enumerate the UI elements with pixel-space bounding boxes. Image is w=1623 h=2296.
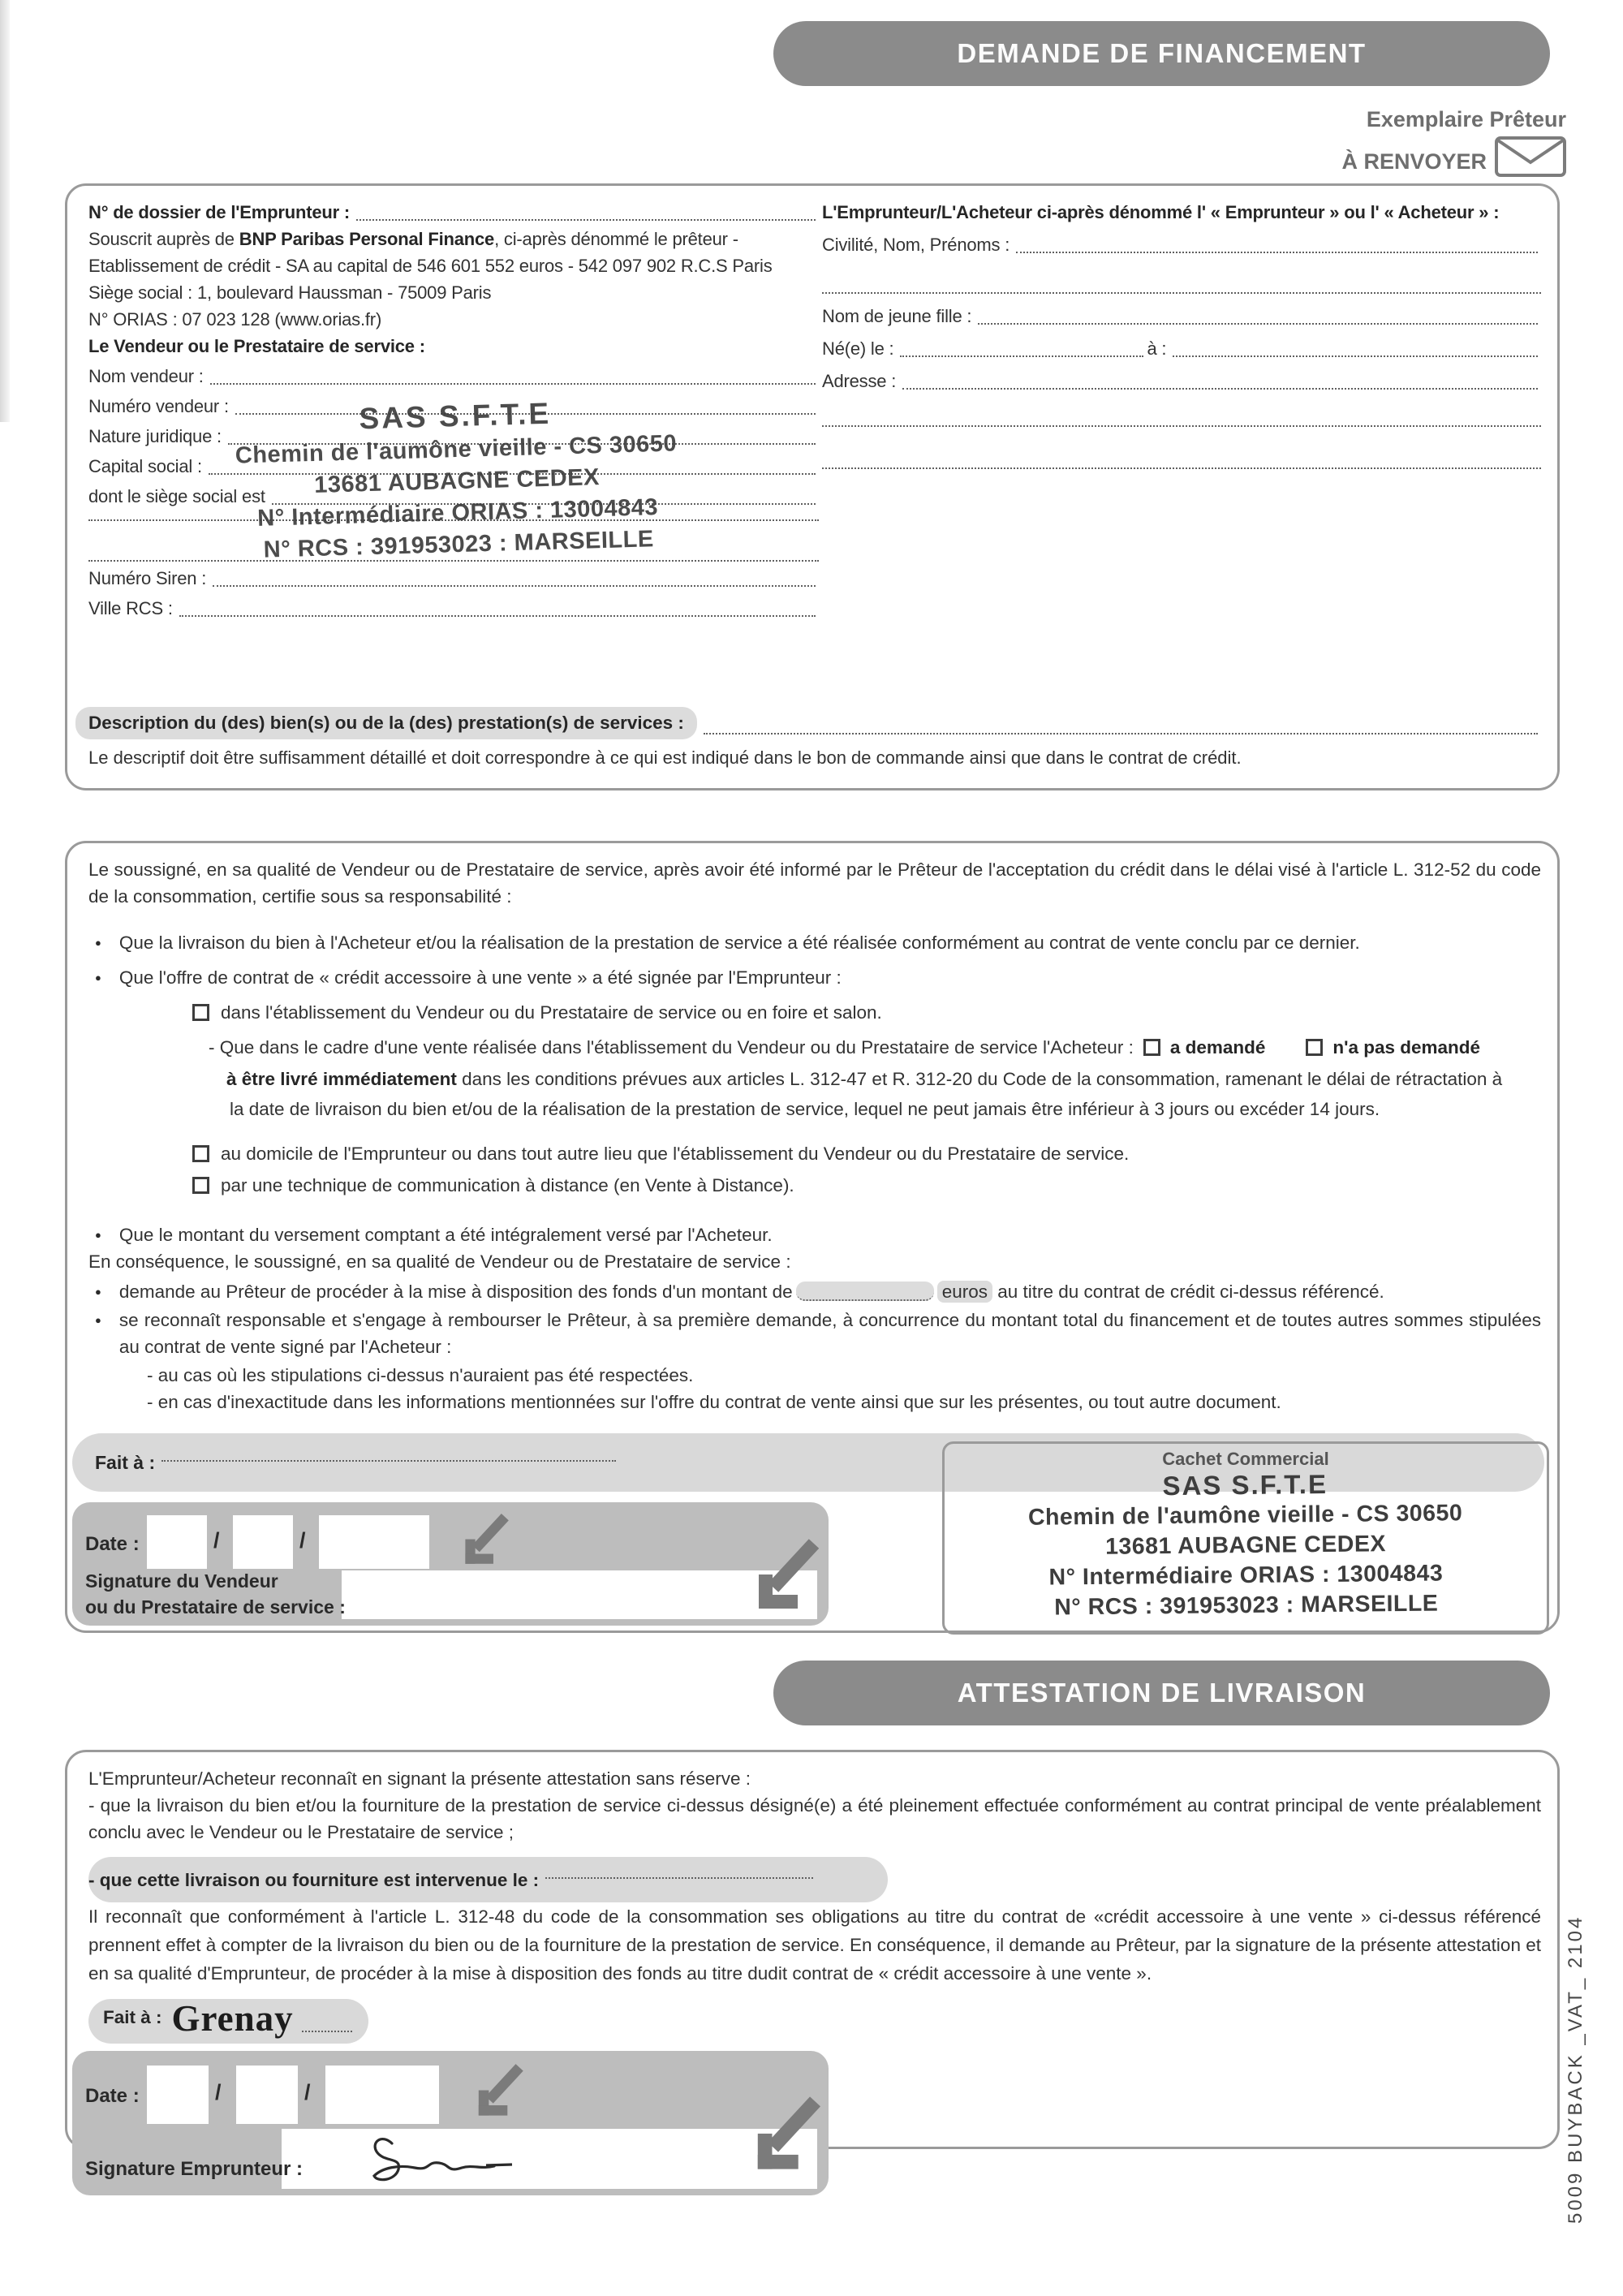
rcs-city-label: Ville RCS : [88,598,173,618]
address-input-line3[interactable] [822,466,1541,469]
attestation-para2: Il reconnaît que conformément à l'article L. 312-48 du code de la consommation ses obligations au titre du contrat de «crédit accessoire à une vente » ci-dessus référencé prennent effet à compter de la livraison du bien ou de la fourniture de la prestation de service. En conséquence, il demande au Prêteur, par la signature de la présente attestation et en sa qualité d'Emprunteur, de procéder à la mise à disposition des fonds au titre dudit contrat de « crédit accessoire à une vente ». [88,1906,1541,1984]
birth-place-input[interactable] [1173,354,1538,357]
livraison-date-band [88,1857,888,1902]
attestation-box [65,1750,1560,2180]
date-label: Date : [85,1533,140,1555]
vendor-name-row [88,360,819,390]
banner-title: DEMANDE DE FINANCEMENT [957,38,1367,68]
date-day-box[interactable] [147,2066,209,2124]
legal-form-label: Nature juridique : [88,426,222,446]
copy-line1: Exemplaire Prêteur [1366,107,1566,131]
na-pas-demande-label: n'a pas demandé [1332,1037,1481,1058]
euros-word: euros [937,1281,992,1303]
address-input-line2[interactable] [822,424,1541,427]
description-input[interactable] [704,731,1538,734]
a-demande-label: a demandé [1169,1037,1266,1058]
handwritten-signature [364,2132,543,2193]
checkbox-row-domicile [192,1140,1541,1167]
civility-input-line2[interactable] [822,291,1541,294]
vendor-stamp [187,391,726,568]
lender-line4: N° ORIAS : 07 023 128 (www.orias.fr) [88,309,382,330]
attestation-intro: L'Emprunteur/Acheteur reconnaît en signant la présente attestation sans réserve : [88,1768,751,1789]
vente-etablissement-clause [209,1034,1541,1122]
vendor-title: Le Vendeur ou le Prestataire de service : [88,336,425,356]
civility-label: Civilité, Nom, Prénoms : [822,235,1010,255]
vendor-name-input[interactable] [210,381,816,385]
certification-intro: Le soussigné, en sa qualité de Vendeur ou de Prestataire de service, après avoir été informé par le Prêteur de l'acceptation du crédit dans le délai visé à l'article L. 312-52 du code de la consommation, certifie sous sa responsabilité : [88,859,1541,907]
maiden-name-row [822,297,1541,330]
stamp-orias: N° Intermédiaire ORIAS : 13004843 [256,494,659,532]
capital-label: Capital social : [88,456,202,476]
cachet-label: Cachet Commercial [1162,1449,1329,1469]
copy-line2-text: À RENVOYER [1341,149,1487,174]
stamp-city: 13681 AUBAGNE CEDEX [313,464,601,498]
borrower-signature-block [72,2051,829,2195]
bullet-livraison: ● Que la livraison du bien à l'Acheteur et/ou la réalisation de la prestation de service a été réalisée conformément au contrat de vente conclu par ce dernier. [88,929,1541,956]
fait-a-label: Fait à : [103,2007,162,2027]
maiden-name-input[interactable] [978,321,1538,325]
livraison-date-input[interactable] [545,1876,813,1879]
address-label: Adresse : [822,371,897,391]
dossier-label: N° de dossier de l'Emprunteur : [88,202,350,222]
fait-a-label: Fait à : [95,1451,156,1473]
scan-edge-artifact [0,0,10,422]
checkbox-etablissement[interactable] [192,1004,209,1021]
banner-title: ATTESTATION DE LIVRAISON [957,1678,1367,1708]
demande-financement-banner [773,21,1550,86]
description-section [75,707,1541,769]
montant-input[interactable] [796,1282,934,1301]
address-input[interactable] [902,386,1538,390]
consequence-intro: En conséquence, le soussigné, en sa qualité de Vendeur ou de Prestataire de service : [88,1251,791,1272]
arrow-down-left-icon [454,1509,512,1576]
parties-box [65,183,1560,790]
livraison-date-label: - que cette livraison ou fourniture est intervenue le : [88,1869,540,1890]
certification-text [88,856,1541,1415]
dossier-row [88,199,819,226]
birth-place-label: à : [1147,338,1167,359]
maiden-name-label: Nom de jeune fille : [822,306,972,326]
borrower-signature-area[interactable] [282,2129,817,2189]
fait-a-value: Grenay [171,1998,294,2039]
date-month-box[interactable] [233,1515,293,1569]
borrower-title: L'Emprunteur/L'Acheteur ci-après dénommé l' « Emprunteur » ou l' « Acheteur » : [822,202,1500,222]
vendor-signature-block [72,1502,829,1626]
checkbox-row-distance [192,1172,1541,1199]
attestation-livraison-banner [773,1661,1550,1725]
cachet-commercial-box [942,1441,1549,1635]
date-separator: / [215,2080,222,2104]
checkbox-a-demande[interactable] [1143,1039,1160,1056]
arrow-down-left-icon [743,1533,824,1623]
checkbox-na-pas-demande[interactable] [1306,1039,1323,1056]
vendor-name-label: Nom vendeur : [88,366,204,386]
date-year-box[interactable] [319,1515,429,1569]
description-note: Le descriptif doit être suffisamment détaillé et doit correspondre à ce qui est indiqué dans le bon de commande ainsi que dans le contrat de crédit. [88,747,1242,768]
stamp-company: SAS S.F.T.E [359,396,552,436]
lender-line3: Siège social : 1, boulevard Haussman - 75009 Paris [88,282,492,303]
vendor-certification-box [65,841,1560,1633]
checkbox-distance[interactable] [192,1177,209,1194]
tiret-inexactitude: - en cas d'inexactitude dans les informations mentionnées sur l'offre du contrat de vente ainsi que sur les présentes, ou tout autre document. [147,1392,1281,1412]
date-year-box[interactable] [325,2066,439,2124]
clause-line2: à être livré immédiatement dans les conditions prévues aux articles L. 312-47 et R. 312-20 du Code de la consommation, ramenant le délai de rétractation à [226,1069,1503,1089]
arrow-down-left-icon [467,2059,527,2128]
address-row [822,362,1541,394]
borrower-column [822,199,1541,469]
description-label: Description du (des) bien(s) ou de la (des) prestation(s) de services : [75,707,697,739]
date-separator: / [304,2080,311,2104]
checkbox-etablissement-label: dans l'établissement du Vendeur ou du Prestataire de service ou en foire et salon. [221,1002,882,1023]
checkbox-row-etablissement [192,999,1541,1026]
stamp-rcs: N° RCS : 391953023 : MARSEILLE [263,526,655,563]
checkbox-distance-label: par une technique de communication à distance (en Vente à Distance). [221,1175,794,1195]
civility-row [822,226,1541,258]
head-office-label: dont le siège social est [88,486,265,506]
attestation-dash1: - que la livraison du bien et/ou la fourniture de la prestation de service ci-dessus désigné(e) a été pleinement effectuée conformément au contrat principal de vente préalablement conclu avec le Vendeur ou le Prestataire de service ; [88,1795,1541,1842]
clause-intro: - Que dans le cadre d'une vente réalisée dans l'établissement du Vendeur ou du Prestataire de service l'Acheteur : [209,1037,1134,1058]
clause-line3: la date de livraison du bien et/ou de la réalisation de la prestation de service, lequel ne peut jamais être inférieur à 3 jours ou excéder 14 jours. [230,1099,1380,1119]
birth-date-input[interactable] [900,354,1143,357]
fait-a-input[interactable] [161,1458,616,1462]
bullet-montant: ● demande au Prêteur de procéder à la mise à disposition des fonds d'un montant de euros au titre du contrat de crédit ci-dessus référencé. [88,1278,1541,1305]
date-day-box[interactable] [147,1515,207,1569]
vendor-signature-label-1: Signature du Vendeur [85,1570,278,1592]
cachet-stamp: SAS S.F.T.E Chemin de l'aumône vieille - CS 30650 13681 AUBAGNE CEDEX N° Intermédiaire ORIAS : 13004843 N° RCS : 391953023 : MARSEILLE [1027,1468,1463,1621]
form-reference-code: 5009 BUYBACK _VAT_ 2104 [1565,1915,1586,2224]
date-month-box[interactable] [236,2066,298,2124]
fait-a-input[interactable] [302,2029,352,2032]
date-label: Date : [85,2085,140,2107]
rcs-city-input[interactable] [179,614,816,617]
siren-label: Numéro Siren : [88,568,207,588]
envelope-icon [1495,136,1566,187]
bullet-remboursement: ● se reconnaît responsable et s'engage à rembourser le Prêteur, à sa première demande, à concurrence du montant total du financement et de toutes autres sommes stipulées au contrat de vente signé par l'Acheteur : [88,1307,1541,1360]
borrower-signature-label: Signature Emprunteur : [85,2158,304,2180]
vendor-number-label: Numéro vendeur : [88,396,229,416]
lender-line1: Souscrit auprès de BNP Paribas Personal Finance, ci-après dénommé le prêteur - [88,229,738,249]
attestation-text [88,1765,1541,2044]
birth-date-label: Né(e) le : [822,338,894,359]
stamp-street: Chemin de l'aumône vieille - CS 30650 [235,430,678,469]
civility-input[interactable] [1016,250,1538,253]
date-separator: / [213,1528,220,1553]
lender-line2: Etablissement de crédit - SA au capital de 546 601 552 euros - 542 097 902 R.C.S Paris [88,256,773,276]
bullet-versement: ● Que le montant du versement comptant a été intégralement versé par l'Acheteur. [88,1221,1541,1248]
arrow-down-left-icon [741,2090,825,2185]
tiret-stipulations: - au cas où les stipulations ci-dessus n'auraient pas été respectées. [147,1365,694,1385]
siren-input[interactable] [213,584,816,587]
vendor-signature-label-2: ou du Prestataire de service : [85,1596,346,1618]
bullet-offre: ● Que l'offre de contrat de « crédit accessoire à une vente » a été signée par l'Emprunteur : [88,964,1541,991]
dossier-input[interactable] [356,218,816,221]
fait-a-grenay-band [88,1999,368,2044]
copy-label [1341,102,1566,187]
checkbox-domicile[interactable] [192,1145,209,1162]
date-separator: / [299,1528,306,1553]
checkbox-domicile-label: au domicile de l'Emprunteur ou dans tout autre lieu que l'établissement du Vendeur ou du Prestataire de service. [221,1144,1130,1164]
rcs-city-row [88,592,819,622]
birth-row [822,330,1541,362]
